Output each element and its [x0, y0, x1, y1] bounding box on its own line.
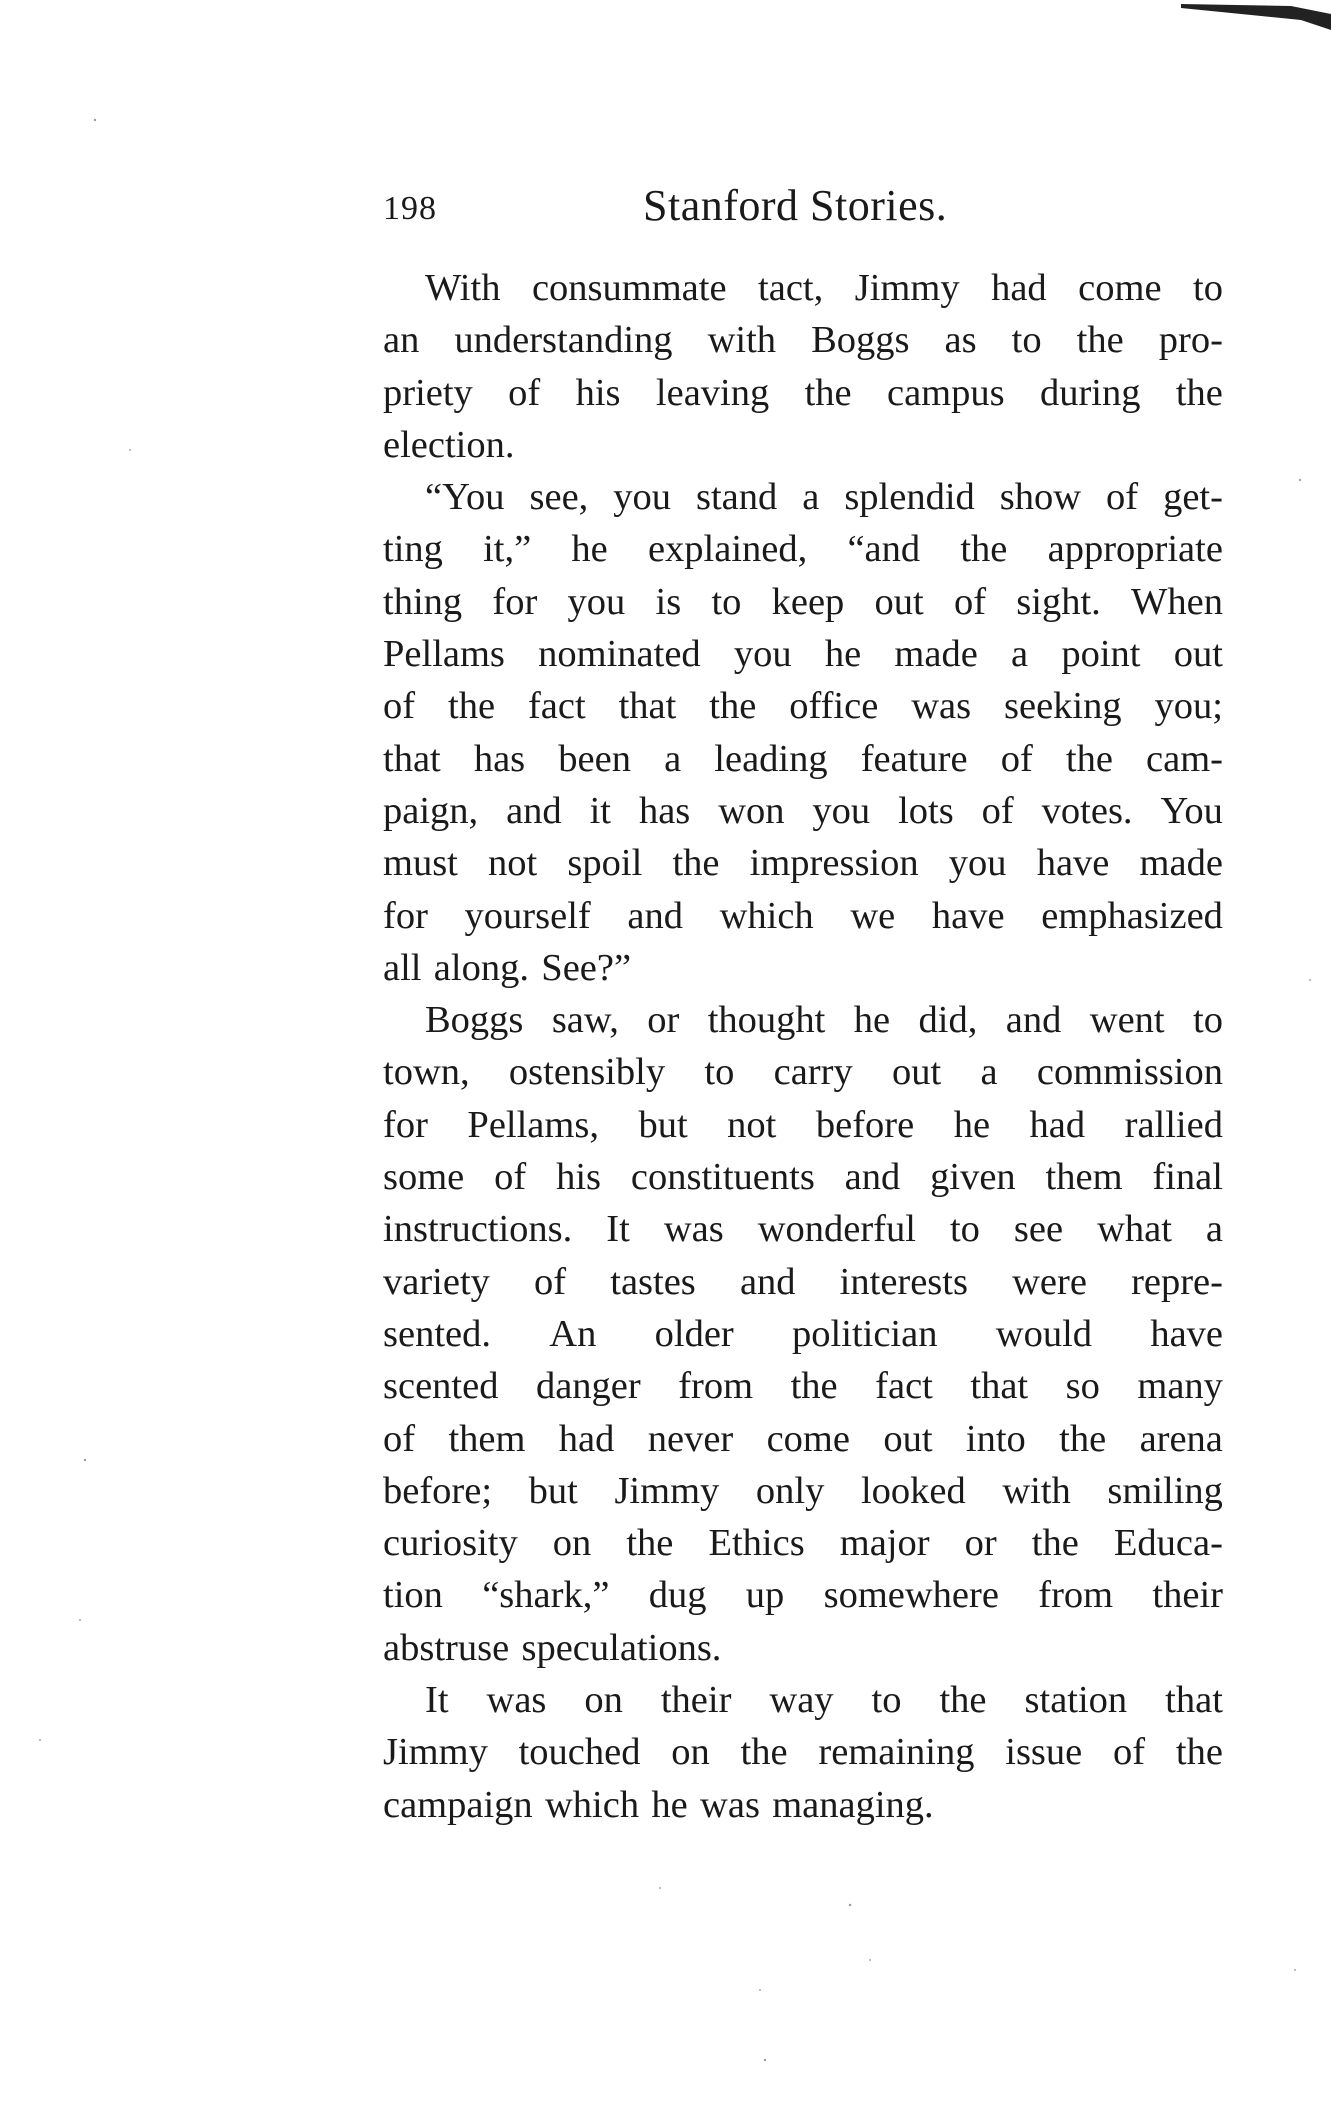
text-line: for yourself and which we have emphasized: [383, 894, 1223, 937]
text-line: an understanding with Boggs as to the pro-: [383, 319, 1223, 362]
text-line: It was on their way to the station that: [425, 1679, 1223, 1722]
text-line: paign, and it has won you lots of votes. You: [383, 789, 1223, 832]
body-text: [383, 262, 1223, 1831]
page-number: 198: [383, 190, 437, 227]
text-line: With consummate tact, Jimmy had come to: [425, 267, 1223, 309]
text-line: thing for you is to keep out of sight. When: [383, 580, 1223, 623]
text-line: Jimmy touched on the remaining issue of the: [383, 1731, 1223, 1774]
text-line: “You see, you stand a splendid show of get-: [425, 476, 1223, 519]
text-line: variety of tastes and interests were repre-: [383, 1260, 1223, 1303]
text-line: that has been a leading feature of the cam-: [383, 737, 1223, 780]
text-line: must not spoil the impression you have made: [383, 842, 1223, 885]
text-line: ting it,” he explained, “and the appropriate: [383, 528, 1223, 571]
text-line: before; but Jimmy only looked with smiling: [383, 1469, 1223, 1512]
text-line: election.: [383, 423, 515, 466]
text-line: instructions. It was wonderful to see what a: [383, 1208, 1223, 1251]
text-line: abstruse speculations.: [383, 1626, 722, 1669]
text-line: some of his constituents and given them final: [383, 1156, 1223, 1199]
text-line: of the fact that the office was seeking you;: [383, 685, 1223, 728]
text-line: town, ostensibly to carry out a commission: [383, 1051, 1223, 1094]
text-line: Boggs saw, or thought he did, and went to: [425, 999, 1223, 1042]
text-line: tion “shark,” dug up somewhere from their: [383, 1574, 1223, 1617]
running-title: Stanford Stories.: [643, 181, 948, 230]
scan-edge-mark: [1181, 0, 1331, 40]
text-line: priety of his leaving the campus during the: [383, 371, 1223, 414]
text-line: sented. An older politician would have: [383, 1312, 1223, 1355]
text-line: campaign which he was managing.: [383, 1783, 934, 1826]
text-line: Pellams nominated you he made a point out: [383, 633, 1223, 676]
text-line: of them had never come out into the arena: [383, 1417, 1223, 1460]
text-line: all along. See?”: [383, 946, 632, 989]
page-header: [383, 180, 1223, 240]
text-line: curiosity on the Ethics major or the Educa-: [383, 1522, 1223, 1565]
text-line: for Pellams, but not before he had rallied: [383, 1103, 1223, 1146]
text-line: scented danger from the fact that so many: [383, 1365, 1223, 1408]
